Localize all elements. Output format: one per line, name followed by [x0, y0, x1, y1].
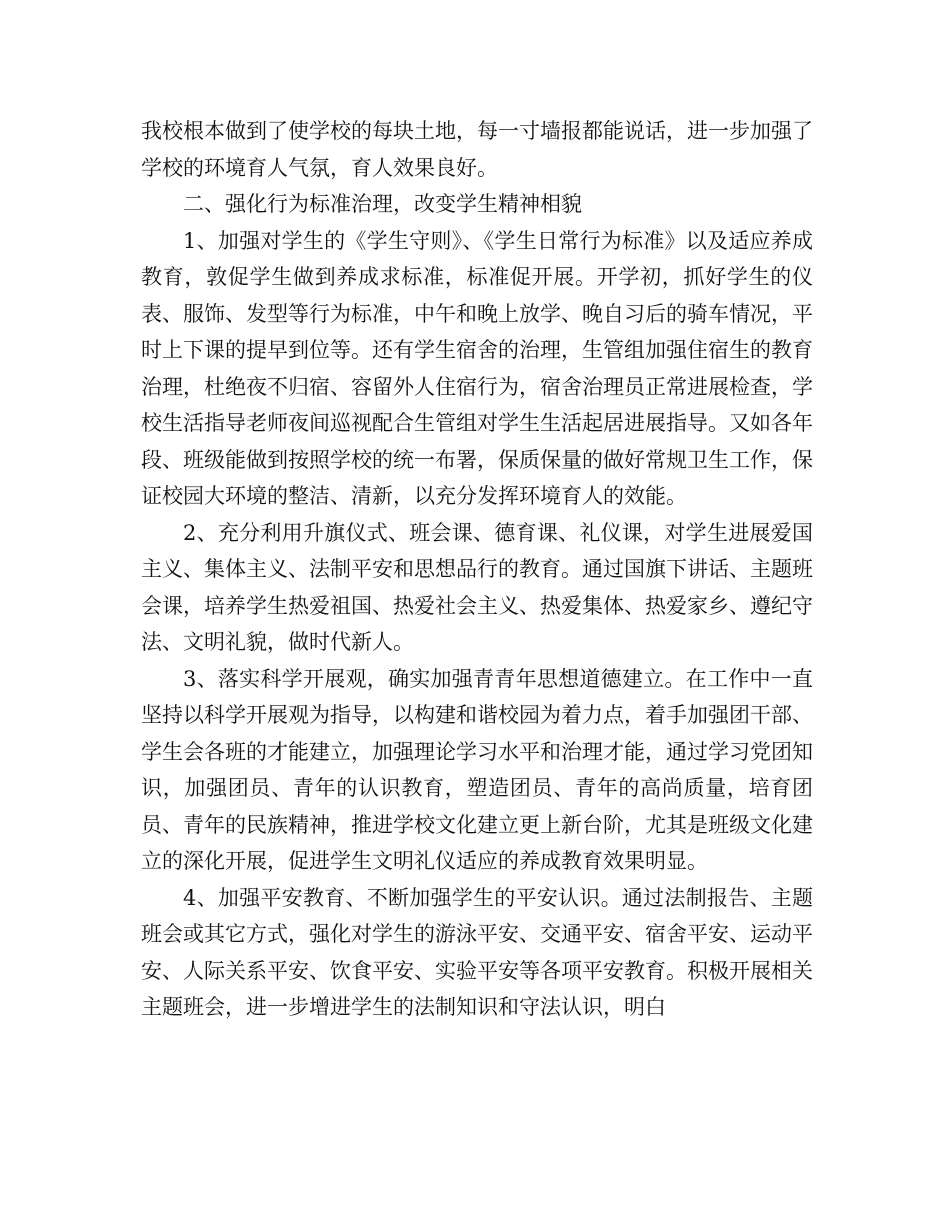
paragraph-item-3: 3、落实科学开展观，确实加强青青年思想道德建立。在工作中一直坚持以科学开展观为指导，以构建和谐校园为着力点，着手加强团干部、学生会各班的才能建立，加强理论学习水平和治理才能，通过学习党团知识，加强团员、青年的认识教育，塑造团员、青年的高尚质量，培育团员、青年的民族精神，推进学校文化建立更上新台阶，尤其是班级文化建立的深化开展，促进学生文明礼仪适应的养成教育效果明显。 — [141, 666, 813, 873]
paragraph-continuation: 我校根本做到了使学校的每块土地，每一寸墙报都能说话，进一步加强了学校的环境育人气氛，育人效果良好。 — [141, 119, 813, 180]
paragraph-item-4: 4、加强平安教育、不断加强学生的平安认识。通过法制报告、主题班会或其它方式，强化对学生的游泳平安、交通平安、宿舍平安、运动平安、人际关系平安、饮食平安、实验平安等各项平安教育。积极开展相关主题班会，进一步增进学生的法制知识和守法认识，明白 — [141, 885, 813, 1019]
paragraph-item-1: 1、加强对学生的《学生守则》、《学生日常行为标准》以及适应养成教育，敦促学生做到养成求标准，标准促开展。开学初，抓好学生的仪表、服饰、发型等行为标准，中午和晚上放学、晚自习后的骑车情况，平时上下课的提早到位等。还有学生宿舍的治理，生管组加强住宿生的教育治理，杜绝夜不归宿、容留外人住宿行为，宿舍治理员正常进展检查，学校生活指导老师夜间巡视配合生管组对学生生活起居进展指导。又如各年段、班级能做到按照学校的统一布署，保质保量的做好常规卫生工作，保证校园大环境的整洁、清新，以充分发挥环境育人的效能。 — [141, 228, 813, 508]
section-heading: 二、强化行为标准治理，改变学生精神相貌 — [183, 192, 582, 216]
paragraph-item-2: 2、充分利用升旗仪式、班会课、德育课、礼仪课，对学生进展爱国主义、集体主义、法制平安和思想品行的教育。通过国旗下讲话、主题班会课，培养学生热爱祖国、热爱社会主义、热爱集体、热爱家乡、遵纪守法、文明礼貌，做时代新人。 — [141, 520, 813, 654]
document-page — [141, 113, 813, 1026]
